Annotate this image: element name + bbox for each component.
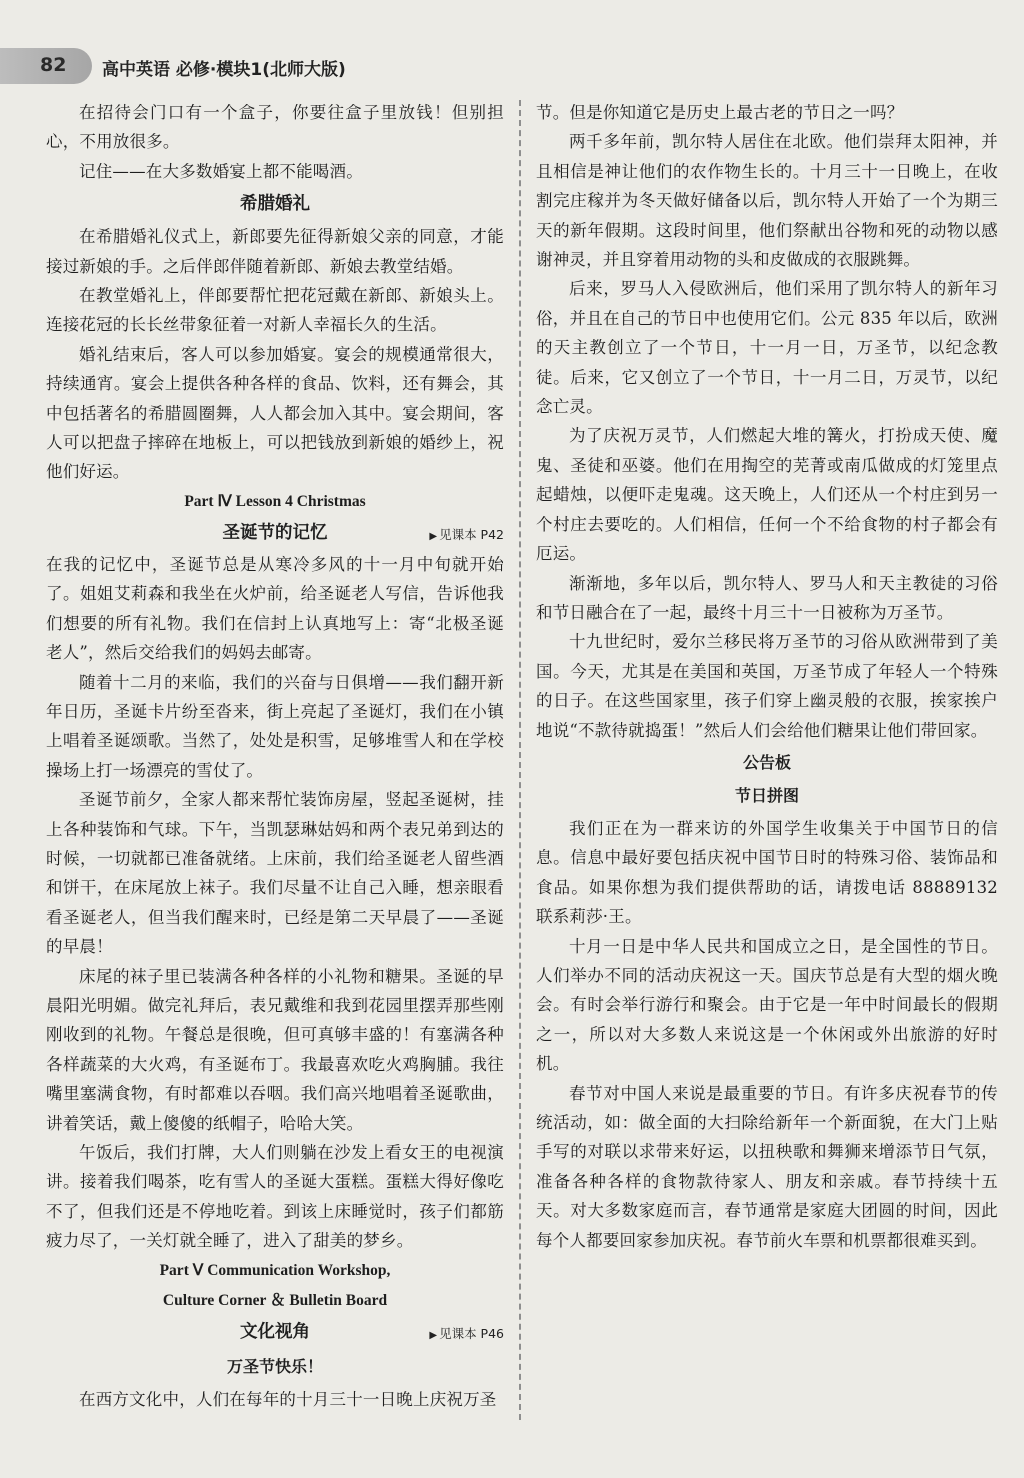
- section-title-culture: 文化视角: [240, 1321, 310, 1342]
- paragraph: 春节对中国人来说是最重要的节日。有许多庆祝春节的传统活动，如：做全面的大扫除给新年一个新面貌，在大门上贴手写的对联以求带来好运，以扭秧歌和舞狮来增添节日气氛，准备各种各样的食物款待家人、朋友和亲戚。春节持续十五天。对大多数家庭而言，春节通常是家庭大团圆的时间，因此每个人都要回家参加庆祝。春节前火车票和机票都很难买到。: [536, 1083, 998, 1250]
- paragraph: 婚礼结束后，客人可以参加婚宴。宴会的规模通常很大，持续通宵。宴会上提供各种各样的食品、饮料，还有舞会，其中包括著名的希腊圆圈舞，人人都会加入其中。宴会期间，客人可以把盘子摔碎在地板上，可以把钱放到新娘的婚纱上，祝他们好运。: [46, 344, 504, 482]
- paragraph: 后来，罗马人入侵欧洲后，他们采用了凯尔特人的新年习俗，并且在自己的节日中也使用它们。公元 835 年以后，欧洲的天主教创立了一个节日，十一月一日，万圣节，以纪念教徒。后来，它又创立了一个节日，十一月二日，万灵节，以纪念亡灵。: [536, 279, 998, 417]
- paragraph: 在我的记忆中，圣诞节总是从寒冷多风的十一月中旬就开始了。姐姐艾莉森和我坐在火炉前，给圣诞老人写信，告诉他我们想要的所有礼物。我们在信封上认真地写上：寄“北极圣诞老人”，然后交给我们的妈妈去邮寄。: [46, 554, 504, 663]
- paragraph: 随着十二月的来临，我们的兴奋与日俱增——我们翻开新年日历，圣诞卡片纷至沓来，街上亮起了圣诞灯，我们在小镇上唱着圣诞颂歌。当然了，处处是积雪，足够堆雪人和在学校操场上打一场漂亮的雪仗了。: [46, 672, 504, 780]
- paragraph: 在西方文化中，人们在每年的十月三十一日晚上庆祝万圣: [79, 1389, 497, 1409]
- section-title-christmas: 圣诞节的记忆: [222, 522, 328, 543]
- paragraph: 渐渐地，多年以后，凯尔特人、罗马人和天主教徒的习俗和节日融合在了一起，最终十月三十一日被称为万圣节。: [536, 573, 998, 622]
- paragraph: 十月一日是中华人民共和国成立之日，是全国性的节日。人们举办不同的活动庆祝这一天。国庆节总是有大型的烟火晚会。有时会举行游行和聚会。由于它是一年中时间最长的假期之一，所以对大多数人来说这是一个休闲或外出旅游的好时机。: [536, 936, 998, 1074]
- section-title-bulletin: 公告板: [742, 752, 791, 772]
- paragraph: 我们正在为一群来访的外国学生收集关于中国节日的信息。信息中最好要包括庆祝中国节日时的特殊习俗、装饰品和食品。如果你想为我们提供帮助的话，请拨电话 88889132 联系莉莎·王。: [536, 818, 998, 927]
- part-heading: Part Ⅳ Lesson 4 Christmas: [184, 492, 366, 510]
- paragraph: 为了庆祝万灵节，人们燃起大堆的篝火，打扮成天使、魔鬼、圣徒和巫婆。他们在用掏空的芜菁或南瓜做成的灯笼里点起蜡烛，以便吓走鬼魂。这天晚上，人们还从一个村庄到另一个村庄去要吃的。人们相信，任何一个不给食物的村子都会有厄运。: [536, 426, 998, 564]
- textbook-reference: [429, 525, 504, 543]
- page-number: 82: [40, 54, 67, 76]
- paragraph: 圣诞节前夕，全家人都来帮忙装饰房屋，竖起圣诞树，挂上各种装饰和气球。下午，当凯瑟琳姑妈和两个表兄弟到达的时候，一切就都已准备就绪。上床前，我们给圣诞老人留些酒和饼干，在床尾放上袜子。我们尽量不让自己入睡，想亲眼看看圣诞老人，但当我们醒来时，已经是第二天早晨了——圣诞的早晨！: [46, 790, 504, 957]
- book-title: 高中英语 必修·模块1(北师大版): [102, 60, 346, 80]
- part-heading: Part Ⅴ Communication Workshop,: [159, 1261, 391, 1279]
- paragraph: 床尾的袜子里已装满各种各样的小礼物和糖果。圣诞的早晨阳光明媚。做完礼拜后，表兄戴维和我到花园里摆弄那些刚刚收到的礼物。午餐总是很晚，但可真够丰盛的！有塞满各种各样蔬菜的大火鸡，有圣诞布丁。我最喜欢吃火鸡胸脯。我往嘴里塞满食物，有时都难以吞咽。我们高兴地唱着圣诞歌曲，讲着笑话，戴上傻傻的纸帽子，哈哈大笑。: [46, 966, 504, 1133]
- paragraph: 两千多年前，凯尔特人居住在北欧。他们崇拜太阳神，并且相信是神让他们的农作物生长的。十月三十一日晚上，在收割完庄稼并为冬天做好储备以后，凯尔特人开始了一个为期三天的新年假期。这段时间里，他们祭献出谷物和死的动物以感谢神灵，并且穿着用动物的头和皮做成的衣服跳舞。: [536, 132, 998, 270]
- textbook-reference: [429, 1324, 504, 1342]
- section-title-greek-wedding: 希腊婚礼: [240, 194, 310, 215]
- paragraph: 记住——在大多数婚宴上都不能喝酒。: [79, 161, 363, 181]
- reference-text: 见课本 P42: [439, 526, 504, 542]
- reference-text: 见课本 P46: [439, 1325, 504, 1341]
- paragraph: 午饭后，我们打牌，大人们则躺在沙发上看女王的电视演讲。接着我们喝茶，吃有雪人的圣诞大蛋糕。蛋糕大得好像吃不了，但我们还是不停地吃着。到该上床睡觉时，孩子们都筋疲力尽了，一关灯就全睡了，进入了甜美的梦乡。: [46, 1143, 504, 1251]
- section-row-christmas: [46, 517, 504, 550]
- page-header: [0, 48, 380, 84]
- paragraph: 在希腊婚礼仪式上，新郎要先征得新娘父亲的同意，才能接过新娘的手。之后伴郎伴随着新郎、新娘去教堂结婚。: [46, 227, 504, 276]
- paragraph: 在教堂婚礼上，伴郎要帮忙把花冠戴在新郎、新娘头上。连接花冠的长长丝带象征着一对新人幸福长久的生活。: [46, 286, 504, 335]
- column-divider: [519, 100, 521, 1420]
- article-title-puzzle: 节日拼图: [734, 785, 799, 805]
- paragraph: 在招待会门口有一个盒子，你要往盒子里放钱！但别担心，不用放很多。: [46, 103, 504, 152]
- part-heading: Culture Corner ＆ Bulletin Board: [162, 1291, 388, 1309]
- right-column: [536, 98, 998, 1255]
- paragraph: 十九世纪时，爱尔兰移民将万圣节的习俗从欧洲带到了美国。今天，尤其是在美国和英国，万圣节成了年轻人一个特殊的日子。在这些国家里，孩子们穿上幽灵般的衣服，挨家挨户地说“不款待就捣蛋！”然后人们会给他们糖果让他们带回家。: [536, 632, 998, 740]
- article-title-halloween: 万圣节快乐！: [226, 1356, 323, 1376]
- left-column: [46, 98, 504, 1414]
- paragraph: 节。但是你知道它是历史上最古老的节日之一吗？: [536, 103, 904, 122]
- section-row-culture: [46, 1316, 504, 1349]
- triangle-right-icon: ▶: [429, 530, 438, 542]
- triangle-right-icon: ▶: [429, 1329, 438, 1341]
